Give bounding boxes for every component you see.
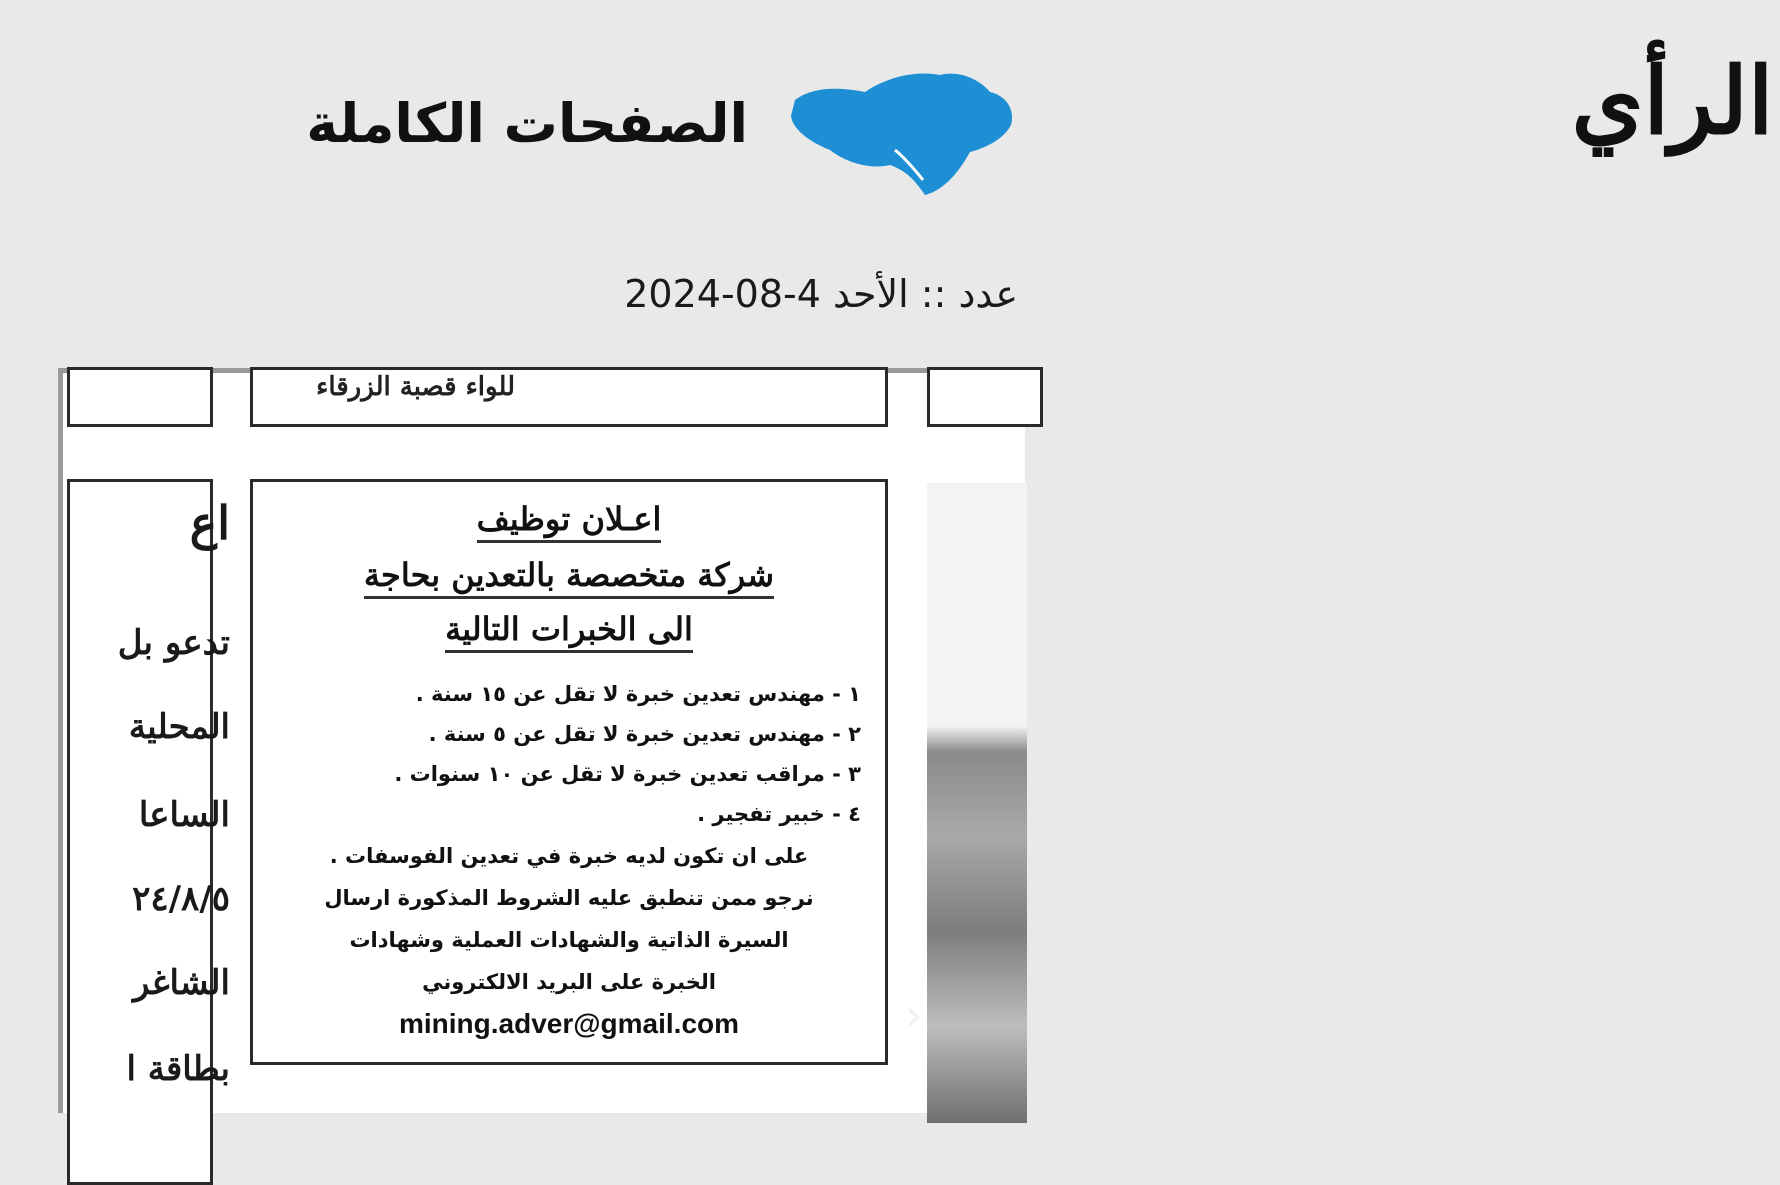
left-line: ٢٤/٨/٥ bbox=[132, 879, 230, 919]
alrai-logo[interactable] bbox=[775, 30, 1774, 200]
ad-email: mining.adver@gmail.com bbox=[398, 1008, 740, 1039]
chevron-right-icon[interactable]: › bbox=[905, 990, 923, 1041]
cropped-photo bbox=[927, 483, 1027, 1123]
ad-subheading bbox=[253, 610, 885, 648]
ad-subheading-text: الى الخبرات التالية bbox=[445, 610, 693, 653]
arab-map-icon bbox=[775, 30, 1025, 200]
ad-item: ٢ - مهندس تعدين خبرة لا تقل عن ٥ سنة . bbox=[428, 722, 861, 746]
left-line: الشاغر bbox=[132, 963, 230, 1003]
left-line: بطاقة ا bbox=[126, 1049, 230, 1089]
left-line: المحلية bbox=[128, 707, 230, 747]
top-left-frame bbox=[67, 367, 213, 427]
ad-body-line: السيرة الذاتية والشهادات العملية وشهادات bbox=[349, 928, 789, 952]
ad-item: ٣ - مراقب تعدين خبرة لا تقل عن ١٠ سنوات . bbox=[394, 762, 861, 786]
logo-wordmark: الرأي bbox=[1571, 47, 1774, 155]
left-line: الساعا bbox=[138, 795, 230, 835]
left-column-ad bbox=[67, 479, 230, 1185]
ad-subheading-text: شركة متخصصة بالتعدين بحاجة bbox=[364, 556, 774, 599]
ad-subheading bbox=[253, 556, 885, 594]
newspaper-scan[interactable] bbox=[58, 368, 1025, 1113]
ad-body-line: الخبرة على البريد الالكتروني bbox=[422, 970, 716, 994]
ad-heading bbox=[253, 500, 885, 538]
top-ad-text: للواء قصبة الزرقاء bbox=[316, 372, 515, 402]
page-title: الصفحات الكاملة bbox=[306, 92, 748, 155]
top-right-frame bbox=[927, 367, 1043, 427]
ad-heading-text: اعـلان توظيف bbox=[477, 500, 662, 543]
left-line: اع bbox=[189, 496, 230, 550]
ad-body-line: نرجو ممن تنطبق عليه الشروط المذكورة ارسال bbox=[324, 886, 814, 910]
job-ad bbox=[250, 479, 888, 1065]
issue-date: عدد :: الأحد 4-08-2024 bbox=[624, 272, 1018, 316]
ad-item: ٤ - خبير تفجير . bbox=[697, 802, 861, 826]
ad-note: على ان تكون لديه خبرة في تعدين الفوسفات . bbox=[329, 844, 809, 868]
ad-item: ١ - مهندس تعدين خبرة لا تقل عن ١٥ سنة . bbox=[415, 682, 861, 706]
top-ad-frame bbox=[250, 367, 888, 427]
left-line: تدعو بل bbox=[117, 623, 230, 663]
